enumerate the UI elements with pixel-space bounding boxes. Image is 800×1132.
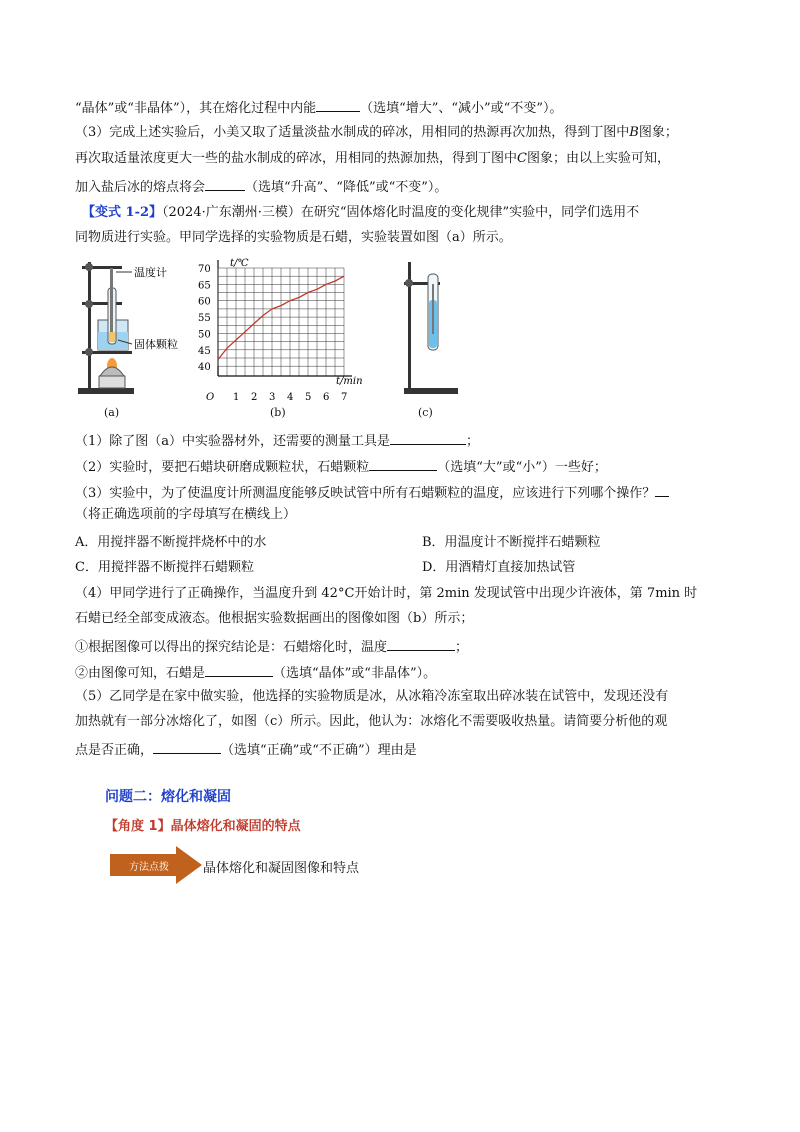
text-line: 点是否正确， （选填“正确”或“不正确”）理由是 [75,740,417,759]
answer-blank[interactable] [153,740,221,754]
x-tick-label: 7 [341,392,348,403]
origin-label: O [206,392,215,403]
angle-heading: 【角度 1】晶体熔化和凝固的特点 [105,819,301,834]
variant-header: 【变式 1-2】（2024·广东潮州·三模）在研究“固体熔化时温度的变化规律”实验中，同学们选用不 [82,205,640,220]
y-tick-label: 55 [198,313,211,325]
text-line: 加入盐后冰的熔点将会 （选填“升高”、“降低”或“不变”）。 [75,177,447,196]
y-tick-label: 70 [198,264,211,275]
apparatus-figure-c [400,260,460,400]
y-tick-label: 60 [198,296,211,308]
text-line: （将正确选项前的字母填写在横线上） [75,507,297,522]
answer-blank[interactable] [316,98,360,112]
question-5: （5）乙同学是在家中做实验，他选择的实验物质是冰，从冰箱冷冻室取出碎冰装在试管中，发现还没有 [75,689,669,704]
text-line: “晶体”或“非晶体”），其在熔化过程中内能 （选填“增大”、“减小”或“不变”）。 [75,98,562,117]
text-line: （3）完成上述实验后，小美又取了适量淡盐水制成的碎冰，用相同的热源再次加热，得到丁图中B图象； [75,125,678,140]
option-a: A．用搅拌器不断搅拌烧杯中的水 [75,535,267,550]
option-c: C．用搅拌器不断搅拌石蜡颗粒 [75,560,254,575]
text-line: 同物质进行实验。甲同学选择的实验物质是石蜡，实验装置如图（a）所示。 [75,230,512,245]
x-tick-label: 3 [269,392,276,403]
text-line: 石蜡已经全部变成液态。他根据实验数据画出的图像如图（b）所示； [75,611,474,626]
question-4-2: ②由图像可知，石蜡是 （选填“晶体”或“非晶体”）。 [75,663,436,682]
x-tick-label: 2 [251,392,258,403]
text-line: 再次取适量浓度更大一些的盐水制成的碎冰，用相同的热源加热，得到丁图中C图象；由以上实验可知， [75,151,670,166]
x-tick-label: 6 [323,392,330,403]
particles-label: 固体颗粒 [134,338,178,351]
y-tick-label: 65 [198,280,211,292]
temperature-time-chart [196,254,364,422]
method-arrow [110,846,202,884]
answer-blank[interactable] [387,637,455,651]
y-axis-label: t/℃ [230,258,249,269]
x-axis-label: t/min [336,376,363,387]
x-tick-label: 5 [305,392,312,403]
x-tick-label: 1 [233,392,240,403]
method-text: 晶体熔化和凝固图像和特点 [203,861,360,876]
y-tick-label: 40 [198,362,211,374]
option-b: B．用温度计不断搅拌石蜡颗粒 [422,535,601,550]
answer-blank[interactable] [655,483,669,497]
answer-blank[interactable] [205,663,273,677]
question-4-1: ①根据图像可以得出的探究结论是：石蜡熔化时，温度 ； [75,637,468,656]
caption-b: (b) [270,406,286,419]
answer-blank[interactable] [390,431,466,445]
option-d: D．用酒精灯直接加热试管 [422,560,576,575]
text-line: 加热就有一部分冰熔化了，如图（c）所示。因此，他认为：冰熔化不需要吸收热量。请简要分析他的观 [75,714,668,729]
caption-c: (c) [418,406,433,419]
y-tick-label: 45 [198,345,211,357]
y-tick-label: 50 [198,329,211,341]
question-2: （2）实验时，要把石蜡块研磨成颗粒状，石蜡颗粒 （选填“大”或“小”）一些好； [75,457,607,476]
method-label: 方法点拨 [129,861,169,873]
answer-blank[interactable] [205,177,245,191]
thermometer-label: 温度计 [134,266,167,279]
answer-blank[interactable] [369,457,437,471]
x-tick-label: 4 [287,392,294,403]
variant-tag: 【变式 1-2】 [82,205,163,220]
question-4: （4）甲同学进行了正确操作，当温度升到 42°C开始计时，第 2min 发现试管中出现少许液体，第 7min 时 [75,586,698,601]
question-3: （3）实验中，为了使温度计所测温度能够反映试管中所有石蜡颗粒的温度，应该进行下列哪个操作？ [75,483,669,502]
section-heading: 问题二：熔化和凝固 [105,789,231,805]
apparatus-figure-a [72,258,200,420]
question-1: （1）除了图（a）中实验器材外，还需要的测量工具是 ； [75,431,479,450]
caption-a: (a) [104,406,120,419]
